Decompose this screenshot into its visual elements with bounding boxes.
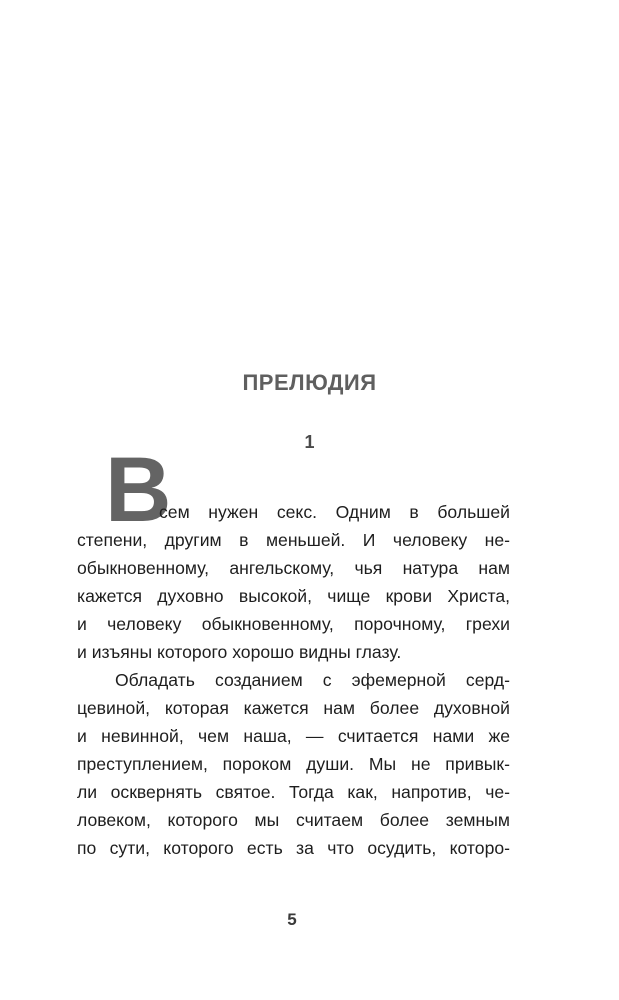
text-line: обыкновенному, ангельскому, чья натура нам xyxy=(77,558,510,578)
text-line: по сути, которого есть за что осудить, которо- xyxy=(77,838,510,858)
text-line: и невинной, чем наша, — считается нами же xyxy=(77,726,510,746)
text-line: степени, другим в меньшей. И человеку не- xyxy=(77,530,510,550)
text-line: ли осквернять святое. Тогда как, напротив, че- xyxy=(77,782,510,802)
text-line: преступлением, пороком души. Мы не привык- xyxy=(77,754,510,774)
section-number: 1 xyxy=(304,432,315,452)
page-number: 5 xyxy=(287,910,297,929)
text-line: цевиной, которая кажется нам более духовной xyxy=(77,698,510,718)
text-line: Обладать созданием с эфемерной серд- xyxy=(115,670,510,690)
text-line: кажется духовно высокой, чище крови Христа, xyxy=(77,586,510,606)
text-line: ловеком, которого мы считаем более земным xyxy=(77,810,510,830)
text-line: и человеку обыкновенному, порочному, грехи xyxy=(77,614,510,634)
text-line: и изъяны которого хорошо видны глазу. xyxy=(77,642,402,662)
text-line: сем нужен секс. Одним в большей xyxy=(159,502,510,522)
chapter-title: ПРЕЛЮДИЯ xyxy=(242,370,377,395)
drop-cap: В xyxy=(105,439,172,541)
